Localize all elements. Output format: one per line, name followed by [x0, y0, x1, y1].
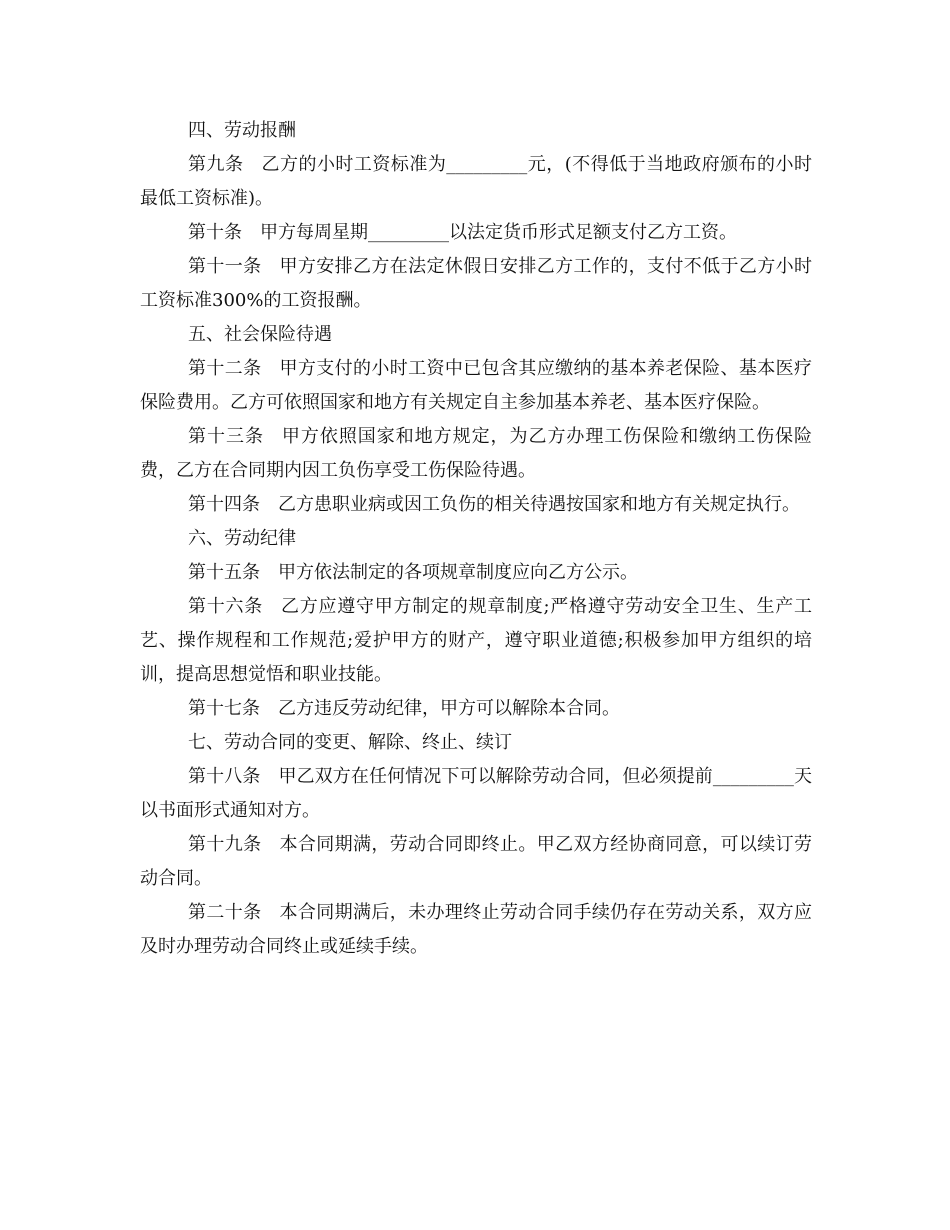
article-number: 第十一条 — [188, 256, 262, 277]
article-number: 第十条 — [188, 222, 243, 243]
article-number: 第十四条 — [188, 494, 261, 515]
article-text: 甲方每周星期_________以法定货币形式足额支付乙方工资。 — [260, 222, 738, 243]
article-19 — [140, 828, 812, 896]
article-number: 第二十条 — [188, 902, 262, 923]
article-number: 第十六条 — [188, 596, 264, 617]
article-text: 乙方的小时工资标准为_________元，(不得低于当地政府颁布的小时最低工资标准)。 — [140, 154, 813, 209]
article-12 — [140, 352, 812, 420]
article-9 — [140, 148, 812, 216]
article-number: 第十三条 — [188, 426, 264, 447]
article-15 — [140, 556, 812, 590]
article-number: 第十八条 — [188, 766, 261, 787]
article-text: 乙方应遵守甲方制定的规章制度;严格遵守劳动安全卫生、生产工艺、操作规程和工作规范;爱护甲方的财产，遵守职业道德;积极参加甲方组织的培训，提高思想觉悟和职业技能。 — [140, 596, 813, 685]
article-14 — [140, 488, 812, 522]
article-text: 甲方依法制定的各项规章制度应向乙方公示。 — [278, 562, 639, 583]
article-11 — [140, 250, 812, 318]
article-17 — [140, 692, 812, 726]
article-number: 第十五条 — [188, 562, 261, 583]
article-text: 甲方支付的小时工资中已包含其应缴纳的基本养老保险、基本医疗保险费用。乙方可依照国家和地方有关规定自主参加基本养老、基本医疗保险。 — [140, 358, 813, 413]
article-10 — [140, 216, 812, 250]
section-heading-contract-changes: 七、劳动合同的变更、解除、终止、续订 — [188, 732, 513, 753]
article-number: 第十七条 — [188, 698, 261, 719]
article-text: 甲方安排乙方在法定休假日安排乙方工作的，支付不低于乙方小时工资标准300%的工资报酬。 — [140, 256, 813, 311]
article-20 — [140, 896, 812, 964]
document-body — [140, 114, 812, 964]
article-text: 乙方违反劳动纪律，甲方可以解除本合同。 — [278, 698, 621, 719]
article-text: 本合同期满，劳动合同即终止。甲乙双方经协商同意，可以续订劳动合同。 — [140, 834, 813, 889]
section-heading-labor-discipline: 六、劳动纪律 — [188, 528, 297, 549]
article-18 — [140, 760, 812, 828]
article-13 — [140, 420, 812, 488]
article-number: 第十九条 — [188, 834, 262, 855]
article-text: 乙方患职业病或因工负伤的相关待遇按国家和地方有关规定执行。 — [278, 494, 801, 515]
article-text: 本合同期满后，未办理终止劳动合同手续仍存在劳动关系，双方应及时办理劳动合同终止或延续手续。 — [140, 902, 813, 957]
article-text: 甲乙双方在任何情况下可以解除劳动合同，但必须提前_________天以书面形式通知对方。 — [140, 766, 813, 821]
article-text: 甲方依照国家和地方规定，为乙方办理工伤保险和缴纳工伤保险费，乙方在合同期内因工负伤享受工伤保险待遇。 — [140, 426, 813, 481]
article-number: 第九条 — [188, 154, 244, 175]
section-heading-social-insurance: 五、社会保险待遇 — [188, 324, 333, 345]
article-number: 第十二条 — [188, 358, 262, 379]
section-heading-remuneration: 四、劳动报酬 — [188, 120, 297, 141]
article-16 — [140, 590, 812, 692]
